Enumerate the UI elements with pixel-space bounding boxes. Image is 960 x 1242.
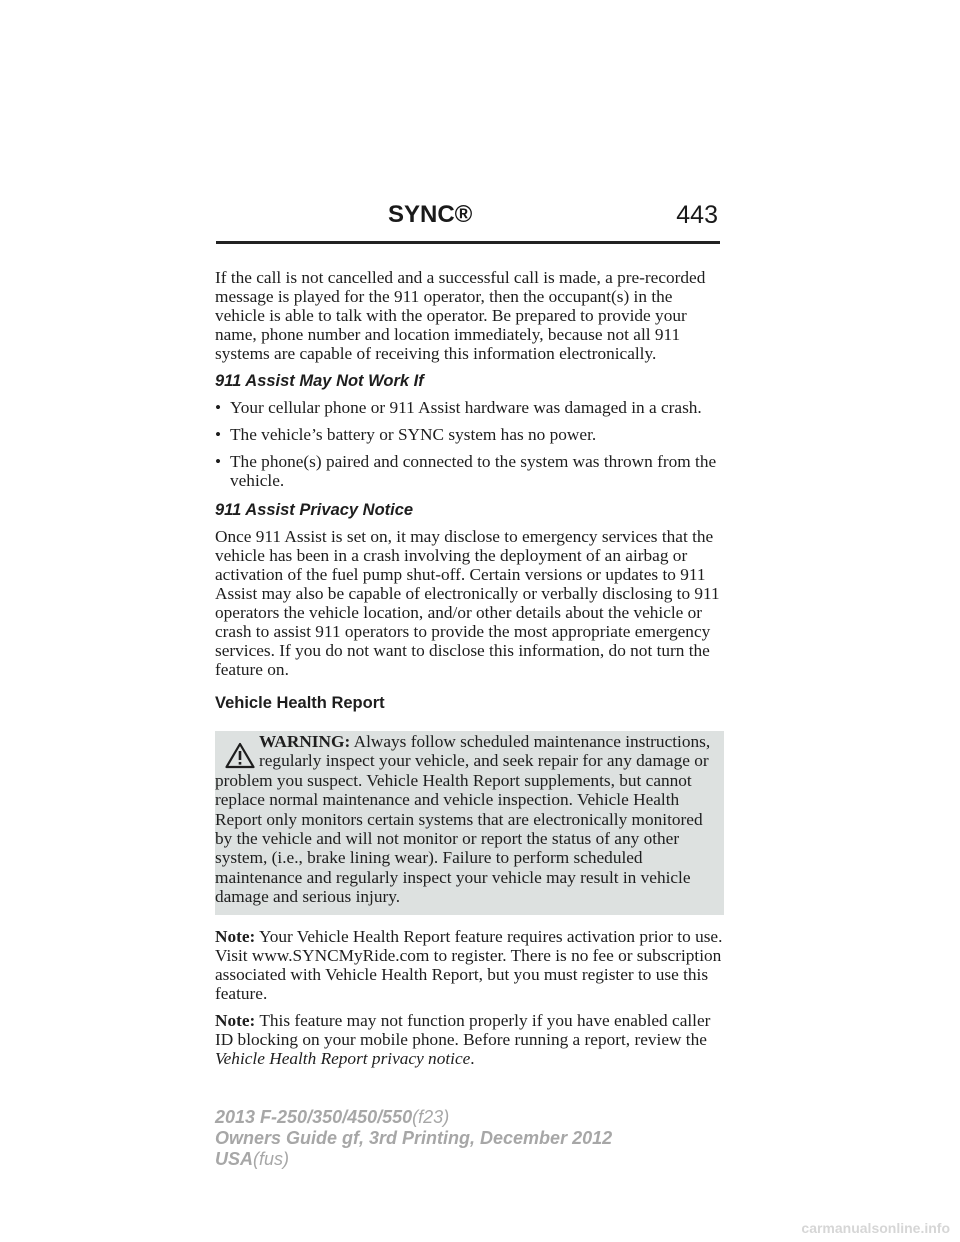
- health-report-heading: Vehicle Health Report: [215, 694, 385, 712]
- privacy-paragraph: Once 911 Assist is set on, it may disclose to emergency services that the vehicle has been in a crash involving the deployment of an airbag or activation of the fuel pump shut-off. Certain versions or updates to 911 Assist may also be capable of electronically or verbally disclosing to 911 operators the vehicle location, and/or other details about the vehicle or crash to assist 911 operators to provide the most appropriate emergency services. If you do not want to disclose this information, do not turn the feature on.: [215, 527, 720, 679]
- warning-box: [215, 731, 724, 915]
- page-number: 443: [676, 201, 718, 229]
- warning-text: WARNING: Always follow scheduled maintenance instructions, regularly inspect your vehicle, and seek repair for any damage or problem you suspect. Vehicle Health Report supplements, but cannot replace normal maintenance and vehicle inspection. Vehicle Health Report only monitors certain systems that are electronically monitored by the vehicle and will not monitor or report the status of any other system, (i.e., brake lining wear). Failure to perform scheduled maintenance and regularly inspect your vehicle may result in vehicle damage and serious injury.: [215, 732, 711, 907]
- may-not-work-list: [215, 398, 725, 490]
- list-item: • The phone(s) paired and connected to the system was thrown from the vehicle.: [215, 452, 717, 490]
- intro-paragraph: If the call is not cancelled and a successful call is made, a pre-recorded message is played for the 911 operator, then the occupant(s) in the vehicle is able to talk with the operator. Be prepared to provide your name, phone number and location immediately, because not all 911 systems are capable of receiving this information electronically.: [215, 268, 706, 363]
- page-content: [215, 268, 725, 1076]
- privacy-notice-reference: Vehicle Health Report privacy notice: [215, 1048, 471, 1068]
- list-item: • Your cellular phone or 911 Assist hardware was damaged in a crash.: [215, 398, 702, 417]
- page-header: [216, 201, 720, 244]
- may-not-work-heading: 911 Assist May Not Work If: [215, 372, 424, 390]
- note-activation: Note: Your Vehicle Health Report feature requires activation prior to use. Visit www.SYNCMyRide.com to register. There is no fee or subscription associated with Vehicle Health Report, but you must register to use this feature.: [215, 926, 723, 1003]
- bullet-icon: •: [215, 425, 222, 444]
- bullet-icon: •: [215, 398, 222, 417]
- note-caller-id: Note: This feature may not function properly if you have enabled caller ID blocking on your mobile phone. Before running a report, review the Vehicle Health Report privacy notice.: [215, 1010, 711, 1068]
- list-item: • The vehicle’s battery or SYNC system has no power.: [215, 425, 597, 444]
- chapter-title: SYNC®: [388, 201, 473, 228]
- warning-label: WARNING:: [259, 732, 351, 751]
- watermark: carmanualsonline.info: [801, 1220, 950, 1236]
- warning-triangle-icon: [225, 742, 255, 769]
- bullet-icon: •: [215, 452, 222, 471]
- privacy-heading: 911 Assist Privacy Notice: [215, 501, 414, 519]
- page-footer: 2013 F-250/350/450/550(f23) Owners Guide gf, 3rd Printing, December 2012 USA(fus): [215, 1107, 613, 1169]
